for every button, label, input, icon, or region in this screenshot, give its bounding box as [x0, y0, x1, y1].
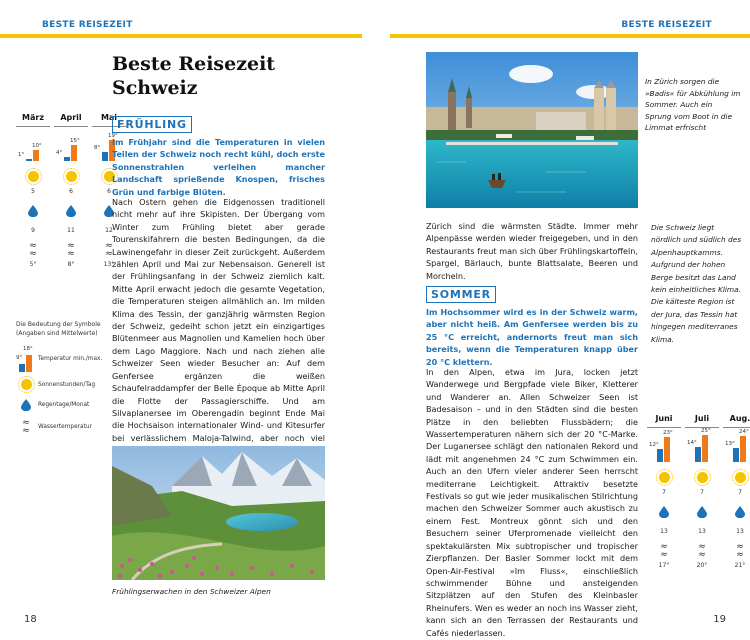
tmax-label: 23°: [663, 429, 673, 436]
month-name: Aug.: [729, 414, 750, 423]
rain-days: 9: [31, 227, 35, 234]
page-title: [112, 52, 332, 100]
tmax-bar: [33, 150, 39, 161]
tmin-bar: [657, 449, 663, 462]
season-label-summer: SOMMER: [426, 286, 496, 303]
season-label-spring: FRÜHLING: [112, 116, 192, 133]
rain-days: 13: [660, 528, 668, 535]
sun-icon: [659, 472, 670, 483]
sun-hours: 5: [31, 188, 35, 195]
page-number-left: 18: [24, 614, 37, 625]
alps-photo-image: [112, 446, 325, 580]
climate-month: [721, 414, 750, 569]
raindrop-icon: [21, 399, 31, 411]
zurich-photo-image: [426, 52, 638, 208]
climate-month: [52, 113, 90, 268]
sun-icon: [21, 379, 32, 390]
raindrop-icon: [735, 506, 745, 518]
sun-icon: [735, 472, 746, 483]
wave-icon: ≈ ≈: [29, 241, 37, 259]
sun-hours: 7: [662, 489, 666, 496]
sun-icon: [697, 472, 708, 483]
summer-body: In den Alpen, etwa im Jura, locken jetzt Wanderwege und Bergpfade viele Biker, Kletterer und Wanderer an. Allen Schweizer Seen ist Badesaison – und in den Städten sind die besten Plätze in den beliebten Flussbädern; die Wassertemperaturen nähern sich der 20 °C-Marke. Der Luganersee schlägt den nationalen Rekord und lädt mit angenehmen 24 °C zum Schwimmen ein. Auch an den Ufern vieler anderer Seen herrscht mediterrane Leichtigkeit. Attraktiv besetzte Festivals so gut wie jeder musikalischen Stilrichtung machen den Schweizer Sommer auch akustisch zu einem Fest. Montreux gönnt sich und den Besuchern seiner Uferpromenade vielleicht den spektakulärsten Mix subtropischer und tropischer Zierpflanzen. Der Basler Sommer lockt mit dem Open-Air-Festival »Im Fluss«, einschließlich schwimmender Bühne und ansteigenden Sitzplätzen auf den Stufen des Kleinbasler Rheinufers. Wen es weder an noch ins Wasser zieht, kann sich an den Terrassen der Restaurants und Cafés niederlassen.: [426, 367, 638, 638]
month-name: April: [60, 113, 82, 122]
wave-icon: ≈ ≈: [736, 542, 744, 560]
climate-month: [14, 113, 52, 268]
legend-tmax-bar: [26, 355, 32, 372]
alps-photo: [112, 446, 325, 580]
water-temp: 8°: [67, 261, 75, 268]
water-temp: 17°: [658, 562, 670, 569]
tmin-label: 14°: [687, 439, 697, 446]
tmin-label: 1°: [18, 152, 25, 158]
legend-title: Die Bedeutung der Symbole (Angaben sind Mittelwerte): [16, 321, 101, 337]
spring-lead: Im Frühjahr sind die Temperaturen in vielen Teilen der Schweiz noch recht kühl, doch erste Sonnenstrahlen verleihen mancher Landschaft sprießende Knospen, frisches Grün und farbige Blüten.: [112, 137, 325, 197]
legend-temp: [16, 346, 108, 372]
sun-hours: 6: [69, 188, 73, 195]
tmin-label: 12°: [649, 441, 659, 448]
title-line-2: Schweiz: [112, 77, 198, 99]
rain-days: 13: [698, 528, 706, 535]
month-name: Mai: [100, 113, 118, 122]
tmin-label: 8°: [94, 145, 101, 152]
tmax-label: 25°: [701, 427, 711, 434]
raindrop-icon: [697, 506, 707, 518]
wave-icon: ≈ ≈: [105, 241, 113, 259]
sun-hours: 7: [738, 489, 742, 496]
temp-bars: [52, 127, 90, 161]
header-rule-left: [0, 34, 362, 38]
water-temp: 13°: [103, 261, 115, 268]
month-name: Juni: [655, 414, 673, 423]
legend-water: [16, 417, 108, 437]
tmax-label: 19°: [108, 133, 118, 140]
temp-bars: [683, 428, 721, 462]
month-name: Juli: [694, 414, 710, 423]
wave-icon: ≈ ≈: [67, 241, 75, 259]
sun-hours: 7: [700, 489, 704, 496]
title-line-1: Beste Reisezeit: [112, 53, 276, 75]
legend-sun-label: Sonnenstunden/Tag: [38, 381, 96, 388]
tmax-bar: [71, 145, 77, 162]
rain-days: 11: [67, 227, 75, 234]
temp-bars: [14, 127, 52, 161]
tmax-bar: [664, 437, 670, 462]
tmin-label: 13°: [725, 440, 735, 447]
tmax-label: 10°: [32, 143, 42, 149]
tmin-bar: [102, 152, 108, 161]
rain-days: 12: [105, 227, 113, 234]
legend-water-label: Wassertemperatur: [38, 424, 92, 430]
wave-icon: ≈ ≈: [660, 542, 668, 560]
temp-bars: [645, 428, 683, 462]
symbol-legend: [16, 320, 108, 437]
climate-month: [683, 414, 721, 569]
sun-icon: [66, 171, 77, 182]
legend-rain: [16, 397, 108, 413]
tmin-bar: [26, 159, 32, 161]
zurich-photo-caption: In Zürich sorgen die »Badis« für Abkühlung im Sommer. Auch ein Sprung vom Boot in die Limmat erfrischt: [645, 77, 741, 132]
wave-icon: ≈ ≈: [22, 418, 30, 436]
legend-sun: [16, 376, 108, 393]
tmin-bar: [695, 447, 701, 462]
sun-hours: 6: [107, 188, 111, 195]
water-temp: 5°: [29, 261, 37, 268]
climate-panel-summer: [645, 414, 750, 569]
raindrop-icon: [28, 205, 38, 217]
summer-lead: Im Hochsommer wird es in der Schweiz warm, aber nicht heiß. Am Genfersee werden bis zu 25 °C erreicht, andernorts freut man sich bereits, wenn die Temperaturen knapp über 20 °C klettern.: [426, 307, 638, 367]
wave-icon: ≈ ≈: [698, 542, 706, 560]
legend-tmax-sample: 18°: [23, 346, 33, 352]
tmax-bar: [740, 436, 746, 462]
legend-temp-label: Temperatur min./max.: [38, 356, 103, 362]
water-temp: 21°: [734, 562, 746, 569]
tmin-bar: [733, 448, 739, 462]
temp-bars: [721, 428, 750, 462]
water-temp: 20°: [696, 562, 708, 569]
tmax-bar: [702, 435, 708, 463]
tmin-bar: [64, 157, 70, 161]
legend-tmin-bar: [19, 364, 25, 372]
tmin-label: 4°: [56, 149, 63, 156]
alps-photo-caption: Frühlingserwachen in den Schweizer Alpen: [112, 587, 271, 596]
tmax-label: 15°: [70, 137, 80, 144]
climate-month: [645, 414, 683, 569]
climate-sidebar-note: Die Schweiz liegt nördlich und südlich des Alpenhauptkamms. Aufgrund der hohen Berge besitzt das Land kein einheitliches Klima. Die kälteste Region ist der Jura, das Tessin hat hingegen mediterranes Klima.: [651, 223, 742, 344]
raindrop-icon: [659, 506, 669, 518]
zurich-photo: [426, 52, 638, 208]
header-rule-right: [390, 34, 750, 38]
rain-days: 13: [736, 528, 744, 535]
page-number-right: 19: [713, 614, 726, 625]
legend-rain-label: Regentage/Monat: [38, 402, 90, 408]
month-name: März: [22, 113, 44, 122]
tmax-label: 24°: [739, 428, 749, 435]
raindrop-icon: [66, 205, 76, 217]
running-header-left: BESTE REISEZEIT: [42, 20, 133, 30]
running-header-right: BESTE REISEZEIT: [621, 20, 712, 30]
legend-tmin-sample: 9°: [16, 355, 23, 361]
sun-icon: [28, 171, 39, 182]
spring-body: Nach Ostern gehen die Eidgenossen traditionell nicht mehr auf ihre Skipisten. Der Übergang vom Winter zum Frühling bietet aber gerade Tourenskifahrern die besten Bedingungen, da die Lawinengefahr in dieser Zeit zurückgeht. Außerdem zählen April und Mai zur Nebensaison. Generell ist der Frühlingsanfang in der Schweiz ziemlich kalt. Mitte April erwacht jedoch die gesamte Vegetation, die Temperaturen steigen allmählich an. Im milden Klima des Tessin, der ganzjährig wärmsten Region der Schweiz, gedeiht schon jetzt ein einzigartiges Blütenmeer aus Magnolien und Kamelien hoch über dem Lago Maggiore. Nach und nach ziehen alle Schweizer Seen wieder Besucher an: Auf dem Genfersee ergänzen die weißen Schaufelraddampfer der Belle Époque ab Mitte April die Flotte der Passagierschiffe. Und am Silvaplanersee im Oberengadin beginnt Ende Mai die Hochsaison internationaler Wind- und Kitesurfer bei verlässlichem Maloja-Talwind, aber noch viel: [112, 197, 325, 443]
spring-continued-body: Zürich sind die wärmsten Städte. Immer mehr Alpenpässe werden wieder freigegeben, und in den Restaurants freut man sich über Frühlingskartoffeln, Spargel, Bärlauch, bunte Blattsalate, Beeren und Morcheln.: [426, 221, 638, 281]
climate-panel-spring: [14, 113, 128, 268]
